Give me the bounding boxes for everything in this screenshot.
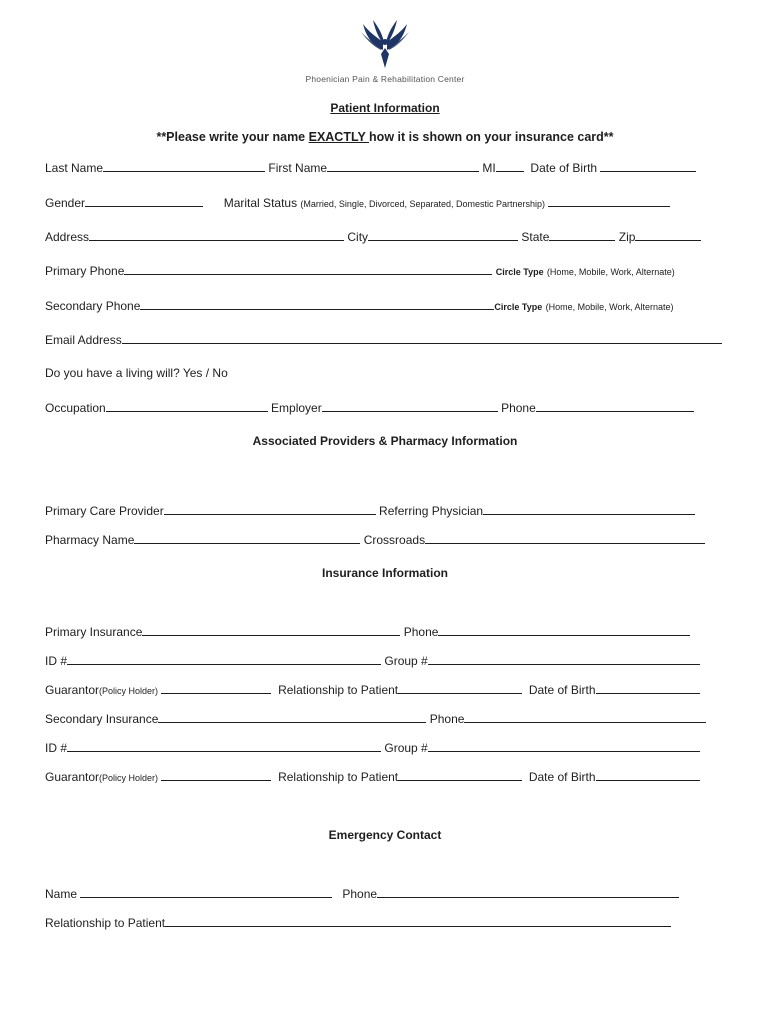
referring-physician-field[interactable] bbox=[483, 503, 695, 515]
zip-label: Zip bbox=[618, 230, 636, 244]
secondary-id-field[interactable] bbox=[67, 740, 381, 752]
emergency-name-label: Name bbox=[45, 887, 78, 901]
notice-post: how it is shown on your insurance card** bbox=[369, 130, 614, 144]
secondary-insurance-row bbox=[45, 711, 706, 726]
primary-group-field[interactable] bbox=[428, 653, 700, 665]
secondary-guarantor-dob-label: Date of Birth bbox=[528, 770, 596, 784]
emergency-relationship-row bbox=[45, 915, 671, 930]
first-name-field[interactable] bbox=[327, 160, 479, 172]
living-will-question: Do you have a living will? Yes / No bbox=[45, 366, 228, 380]
secondary-insurance-label: Secondary Insurance bbox=[45, 712, 159, 726]
crossroads-field[interactable] bbox=[425, 532, 705, 544]
primary-guarantor-dob-label: Date of Birth bbox=[528, 683, 596, 697]
mi-label: MI bbox=[482, 161, 496, 175]
occupation-label: Occupation bbox=[45, 401, 106, 415]
primary-insurance-phone-label: Phone bbox=[403, 625, 439, 639]
primary-group-label: Group # bbox=[384, 654, 428, 668]
emergency-relationship-field[interactable] bbox=[165, 915, 331, 927]
emergency-name-field[interactable] bbox=[80, 886, 332, 898]
marital-options: (Married, Single, Divorced, Separated, Domestic Partnership) bbox=[300, 199, 546, 209]
name-notice bbox=[0, 130, 770, 144]
gender-field[interactable] bbox=[85, 195, 203, 207]
primary-care-field[interactable] bbox=[164, 503, 376, 515]
mi-field[interactable] bbox=[496, 160, 524, 172]
providers-heading: Associated Providers & Pharmacy Information bbox=[252, 434, 518, 448]
logo bbox=[0, 18, 770, 84]
emergency-phone-field[interactable] bbox=[377, 886, 585, 898]
marital-status-label: Marital Status bbox=[223, 196, 298, 210]
secondary-guarantor-label: Guarantor bbox=[45, 770, 100, 784]
first-name-label: First Name bbox=[268, 161, 328, 175]
secondary-phone-label: Secondary Phone bbox=[45, 299, 141, 313]
secondary-id-label: ID # bbox=[45, 741, 68, 755]
employer-field[interactable] bbox=[322, 400, 498, 412]
secondary-guarantor-row bbox=[45, 769, 700, 784]
zip-field[interactable] bbox=[635, 229, 701, 241]
pharmacy-row bbox=[45, 532, 705, 547]
primary-insurance-row bbox=[45, 624, 690, 639]
pharmacy-name-label: Pharmacy Name bbox=[45, 533, 135, 547]
last-name-label: Last Name bbox=[45, 161, 104, 175]
primary-phone-type-options: (Home, Mobile, Work, Alternate) bbox=[546, 267, 675, 277]
providers-row bbox=[45, 503, 695, 518]
marital-status-field[interactable] bbox=[548, 195, 670, 207]
email-label: Email Address bbox=[45, 333, 122, 347]
address-row bbox=[45, 229, 701, 244]
email-row bbox=[45, 332, 722, 347]
primary-guarantor-dob-field[interactable] bbox=[596, 682, 700, 694]
primary-insurance-field[interactable] bbox=[142, 624, 400, 636]
name-row bbox=[45, 160, 696, 175]
primary-relationship-field[interactable] bbox=[398, 682, 522, 694]
primary-circle-type-label: Circle Type bbox=[495, 267, 544, 277]
emergency-relationship-field-extension[interactable] bbox=[331, 915, 671, 927]
primary-id-field[interactable] bbox=[67, 653, 381, 665]
page-title: Patient Information bbox=[330, 101, 440, 115]
primary-relationship-label: Relationship to Patient bbox=[278, 683, 399, 697]
secondary-insurance-phone-field[interactable] bbox=[464, 711, 706, 723]
logo-text: Phoenician Pain & Rehabilitation Center bbox=[305, 74, 465, 84]
emergency-phone-field-extension[interactable] bbox=[585, 886, 679, 898]
secondary-relationship-field[interactable] bbox=[398, 769, 522, 781]
address-field[interactable] bbox=[89, 229, 344, 241]
primary-guarantor-label: Guarantor bbox=[45, 683, 100, 697]
dob-label: Date of Birth bbox=[530, 161, 598, 175]
insurance-heading: Insurance Information bbox=[321, 566, 449, 580]
primary-phone-row bbox=[45, 263, 675, 278]
dob-field[interactable] bbox=[600, 160, 696, 172]
secondary-group-label: Group # bbox=[384, 741, 428, 755]
secondary-guarantor-field[interactable] bbox=[161, 769, 271, 781]
pharmacy-name-field[interactable] bbox=[134, 532, 360, 544]
email-field[interactable] bbox=[122, 332, 494, 344]
state-label: State bbox=[521, 230, 550, 244]
emergency-heading: Emergency Contact bbox=[328, 828, 442, 842]
state-field[interactable] bbox=[549, 229, 615, 241]
occupation-field[interactable] bbox=[106, 400, 268, 412]
referring-physician-label: Referring Physician bbox=[379, 504, 484, 518]
crossroads-label: Crossroads bbox=[363, 533, 426, 547]
city-field[interactable] bbox=[368, 229, 518, 241]
address-label: Address bbox=[45, 230, 90, 244]
secondary-phone-field[interactable] bbox=[140, 298, 326, 310]
primary-phone-field-extension[interactable] bbox=[324, 263, 492, 275]
secondary-phone-row bbox=[45, 298, 674, 313]
city-label: City bbox=[347, 230, 369, 244]
secondary-phone-field-extension[interactable] bbox=[326, 298, 494, 310]
secondary-group-field[interactable] bbox=[428, 740, 700, 752]
secondary-phone-type-options: (Home, Mobile, Work, Alternate) bbox=[545, 302, 674, 312]
primary-id-row bbox=[45, 653, 700, 668]
primary-id-label: ID # bbox=[45, 654, 68, 668]
secondary-insurance-field[interactable] bbox=[158, 711, 426, 723]
email-field-extension[interactable] bbox=[494, 332, 722, 344]
primary-guarantor-row bbox=[45, 682, 700, 697]
employer-phone-label: Phone bbox=[501, 401, 536, 415]
primary-guarantor-field[interactable] bbox=[161, 682, 271, 694]
gender-label: Gender bbox=[45, 196, 86, 210]
secondary-insurance-phone-label: Phone bbox=[429, 712, 465, 726]
employer-label: Employer bbox=[271, 401, 322, 415]
primary-phone-label: Primary Phone bbox=[45, 264, 125, 278]
gender-row bbox=[45, 195, 670, 210]
primary-insurance-phone-field[interactable] bbox=[438, 624, 690, 636]
secondary-id-row bbox=[45, 740, 700, 755]
last-name-field[interactable] bbox=[103, 160, 265, 172]
secondary-relationship-label: Relationship to Patient bbox=[278, 770, 399, 784]
notice-emphasis: EXACTLY bbox=[308, 130, 370, 144]
employer-phone-field[interactable] bbox=[536, 400, 694, 412]
primary-care-label: Primary Care Provider bbox=[45, 504, 164, 518]
emergency-name-row bbox=[45, 886, 679, 901]
notice-pre: **Please write your name bbox=[156, 130, 309, 144]
secondary-guarantor-dob-field[interactable] bbox=[596, 769, 700, 781]
emergency-relationship-label: Relationship to Patient bbox=[45, 916, 166, 930]
primary-insurance-label: Primary Insurance bbox=[45, 625, 143, 639]
primary-policy-holder-note: (Policy Holder) bbox=[99, 686, 159, 696]
phoenix-logo-icon bbox=[355, 18, 415, 70]
emergency-phone-label: Phone bbox=[342, 887, 378, 901]
primary-phone-field[interactable] bbox=[124, 263, 324, 275]
occupation-row bbox=[45, 400, 694, 415]
secondary-policy-holder-note: (Policy Holder) bbox=[99, 773, 159, 783]
secondary-circle-type-label: Circle Type bbox=[494, 302, 543, 312]
